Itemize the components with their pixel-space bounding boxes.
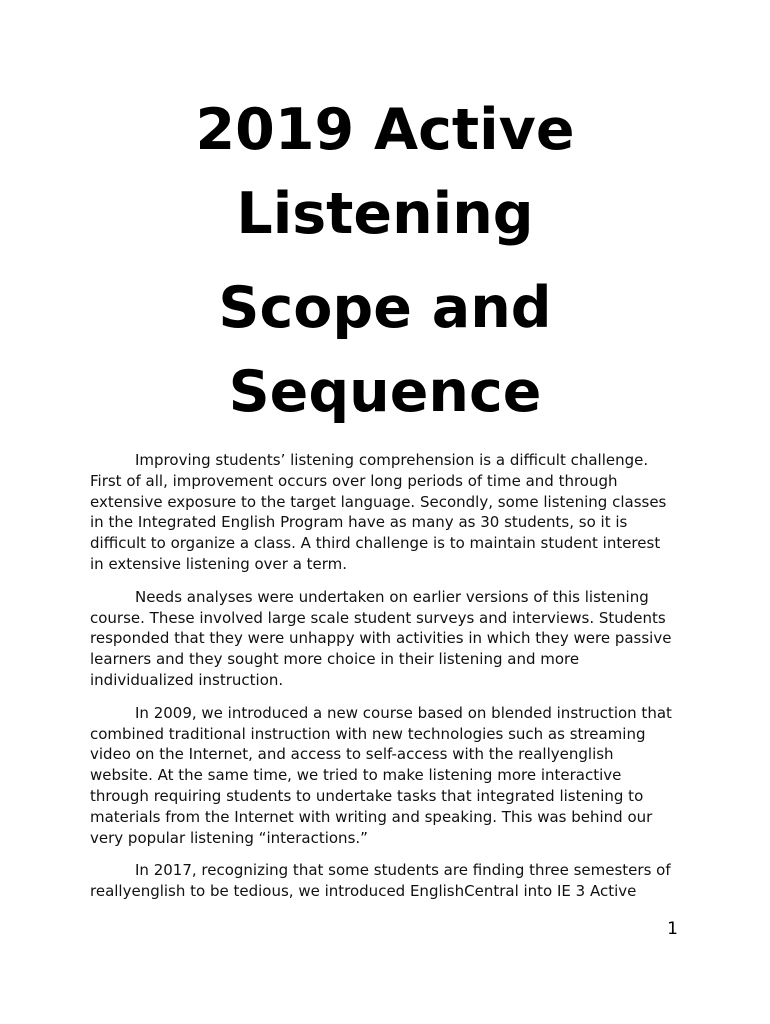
title-text: Sequence — [228, 359, 542, 425]
paragraph-line: combined traditional instruction with new technologies such as streaming — [90, 724, 646, 743]
paragraph-line: through requiring students to undertake tasks that integrated listening to — [90, 786, 644, 805]
paragraph-line: website. At the same time, we tried to make listening more interactive — [90, 766, 622, 785]
paragraph-line: difficult to organize a class. A third challenge is to maintain student interest — [90, 534, 661, 553]
document-title-line-1 — [60, 88, 710, 256]
paragraph-line: responded that they were unhappy with activities in which they were passive — [90, 629, 672, 648]
body-text — [90, 450, 690, 914]
paragraph-line: extensive exposure to the target language. Secondly, some listening classes — [90, 492, 667, 511]
title-text: 2019 Active — [195, 97, 575, 163]
paragraph-line: in extensive listening over a term. — [90, 554, 348, 573]
paragraph-3 — [90, 703, 690, 849]
paragraph-line: Needs analyses were undertaken on earlier versions of this listening — [135, 587, 649, 606]
title-text: Listening — [236, 181, 534, 247]
paragraph-line: materials from the Internet with writing and speaking. This was behind our — [90, 807, 653, 826]
paragraph-line: very popular listening “interactions.” — [90, 828, 368, 847]
page-number: 1 — [667, 919, 678, 939]
paragraph-line: learners and they sought more choice in their listening and more — [90, 650, 580, 669]
paragraph-4 — [90, 860, 690, 902]
paragraph-line: course. These involved large scale student surveys and interviews. Students — [90, 608, 666, 627]
paragraph-line: In 2017, recognizing that some students are finding three semesters of — [135, 861, 671, 880]
document-title-line-2 — [60, 266, 710, 434]
paragraph-line: In 2009, we introduced a new course based on blended instruction that — [135, 703, 672, 722]
paragraph-2 — [90, 587, 690, 691]
paragraph-line: in the Integrated English Program have as many as 30 students, so it is — [90, 513, 628, 532]
paragraph-line: video on the Internet, and access to self-access with the reallyenglish — [90, 745, 614, 764]
paragraph-line: Improving students’ listening comprehension is a difficult challenge. — [135, 451, 649, 469]
paragraph-line: reallyenglish to be tedious, we introduced EnglishCentral into IE 3 Active — [90, 882, 637, 901]
title-text: Scope and — [218, 275, 552, 341]
paragraph-line: individualized instruction. — [90, 670, 284, 689]
paragraph-1 — [90, 450, 690, 575]
paragraph-line: First of all, improvement occurs over long periods of time and through — [90, 471, 618, 490]
